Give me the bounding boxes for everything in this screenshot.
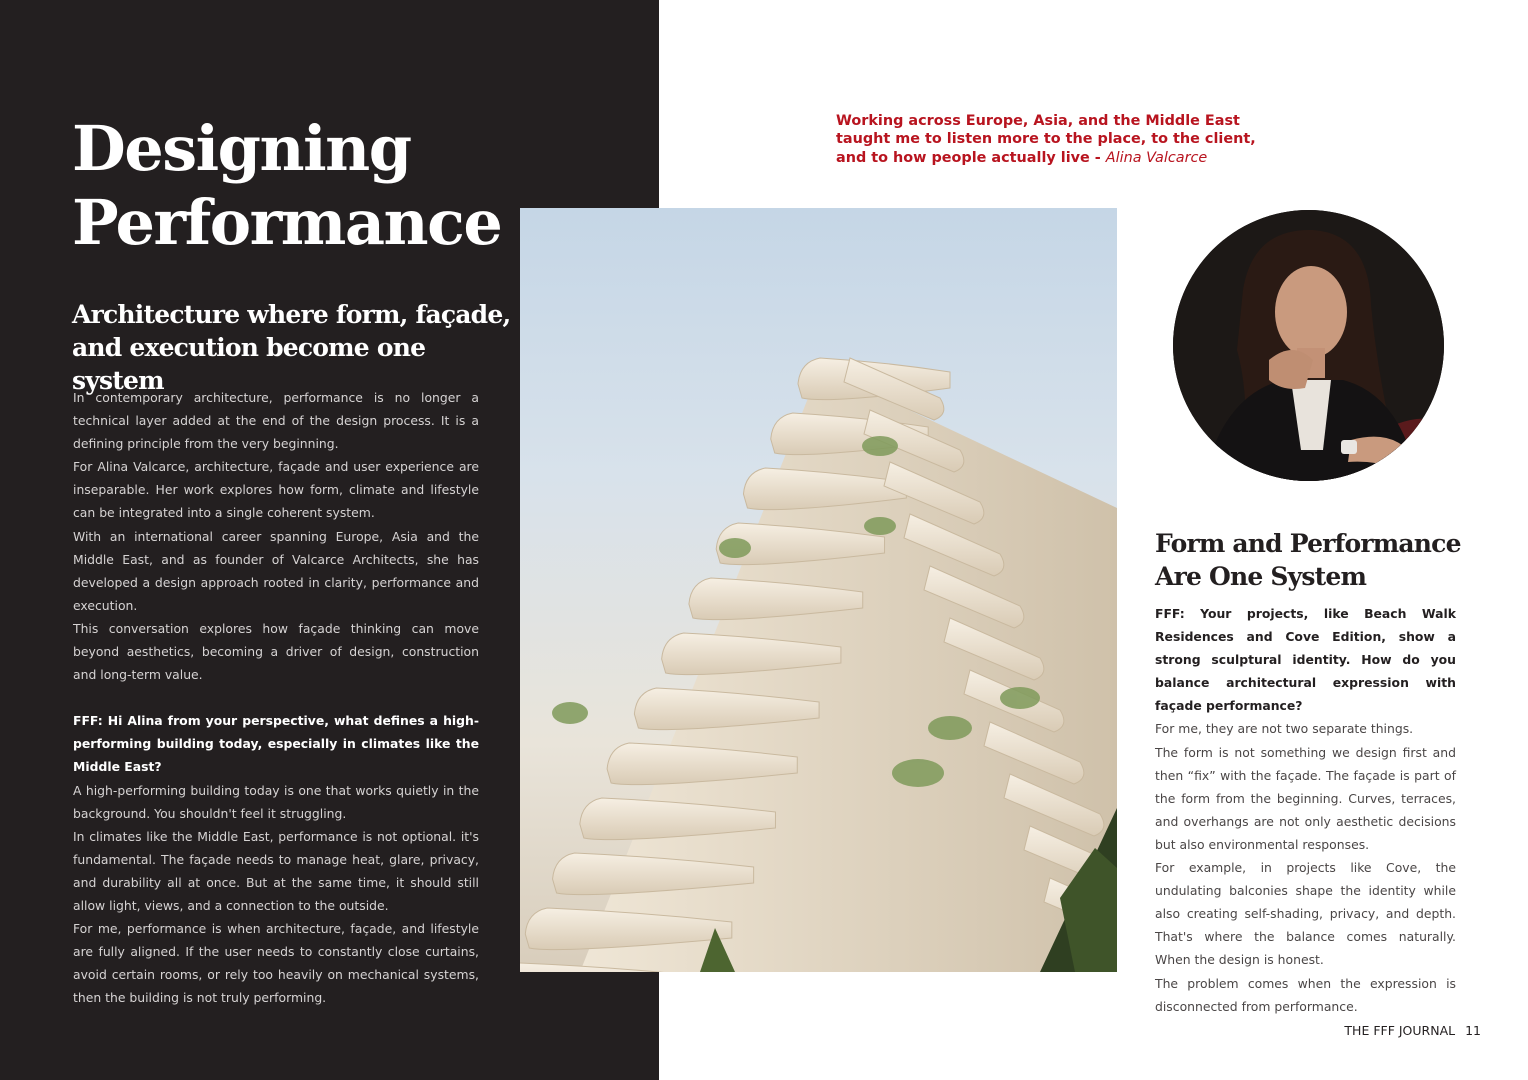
building-illustration xyxy=(520,208,1117,972)
intro-paragraph: This conversation explores how façade thinking can move beyond aesthetics, becoming a driver of design, construction and long-term value. xyxy=(73,620,479,683)
pull-quote-author: Alina Valcarce xyxy=(1105,149,1208,166)
answer-paragraph: The form is not something we design first and then “fix” with the façade. The façade is part of the form from the beginning. Curves, terraces, and overhangs are not only aesthetic decisions but also environmental responses. xyxy=(1155,744,1456,852)
section-heading: Form and Performance Are One System xyxy=(1155,529,1461,591)
page-footer xyxy=(1344,1022,1481,1040)
intro-paragraph: For Alina Valcarce, architecture, façade and user experience are inseparable. Her work explores how form, climate and lifestyle can be integrated into a single coherent system. xyxy=(73,459,479,521)
title-line-2: Performance xyxy=(72,186,502,259)
intro-paragraph: With an international career spanning Europe, Asia and the Middle East, and as founder of Valcarce Architects, she has developed a design approach rooted in clarity, performance and execution. xyxy=(73,528,479,613)
page-number: 11 xyxy=(1465,1023,1481,1038)
answer-paragraph: For me, they are not two separate things. xyxy=(1155,721,1414,737)
interview-question-1: FFF: Hi Alina from your perspective, what defines a high-performing building today, especially in climates like the Middle East? xyxy=(73,713,479,775)
pull-quote-text: Working across Europe, Asia, and the Middle East taught me to listen more to the place, to the client, and to how people actually live - xyxy=(836,113,1256,166)
portrait-illustration xyxy=(1173,210,1444,481)
title-line-1: Designing xyxy=(72,112,411,185)
intro-paragraph: In contemporary architecture, performance is no longer a technical layer added at the end of the design process. It is a defining principle from the very beginning. xyxy=(73,390,479,452)
right-column-text xyxy=(1155,602,1456,1018)
answer-paragraph: A high-performing building today is one that works quietly in the background. You shouldn't feel it struggling. xyxy=(73,782,479,821)
pull-quote xyxy=(836,112,1256,167)
journal-name: THE FFF JOURNAL xyxy=(1344,1023,1456,1038)
answer-paragraph: For me, performance is when architecture, façade, and lifestyle are fully aligned. If the user needs to constantly close curtains, avoid certain rooms, or rely too heavily on mechanical systems, then the building is not truly performing. xyxy=(73,921,479,1006)
answer-paragraph: In climates like the Middle East, performance is not optional. it's fundamental. The façade needs to manage heat, glare, privacy, and durability all at once. But at the same time, it should still allow light, views, and a connection to the outside. xyxy=(73,828,479,913)
author-portrait xyxy=(1173,210,1444,481)
answer-paragraph: The problem comes when the expression is disconnected from performance. xyxy=(1155,975,1456,1014)
building-photo xyxy=(520,208,1117,972)
article-subtitle: Architecture where form, façade, and execution become one system xyxy=(72,300,511,395)
answer-paragraph: For example, in projects like Cove, the undulating balconies shape the identity while also creating self-shading, privacy, and depth. That's where the balance comes naturally. When the design is honest. xyxy=(1155,860,1456,968)
left-column-text xyxy=(73,386,479,1009)
interview-question-2: FFF: Your projects, like Beach Walk Residences and Cove Edition, show a strong sculptural identity. How do you balance architectural expression with façade performance? xyxy=(1155,606,1456,714)
